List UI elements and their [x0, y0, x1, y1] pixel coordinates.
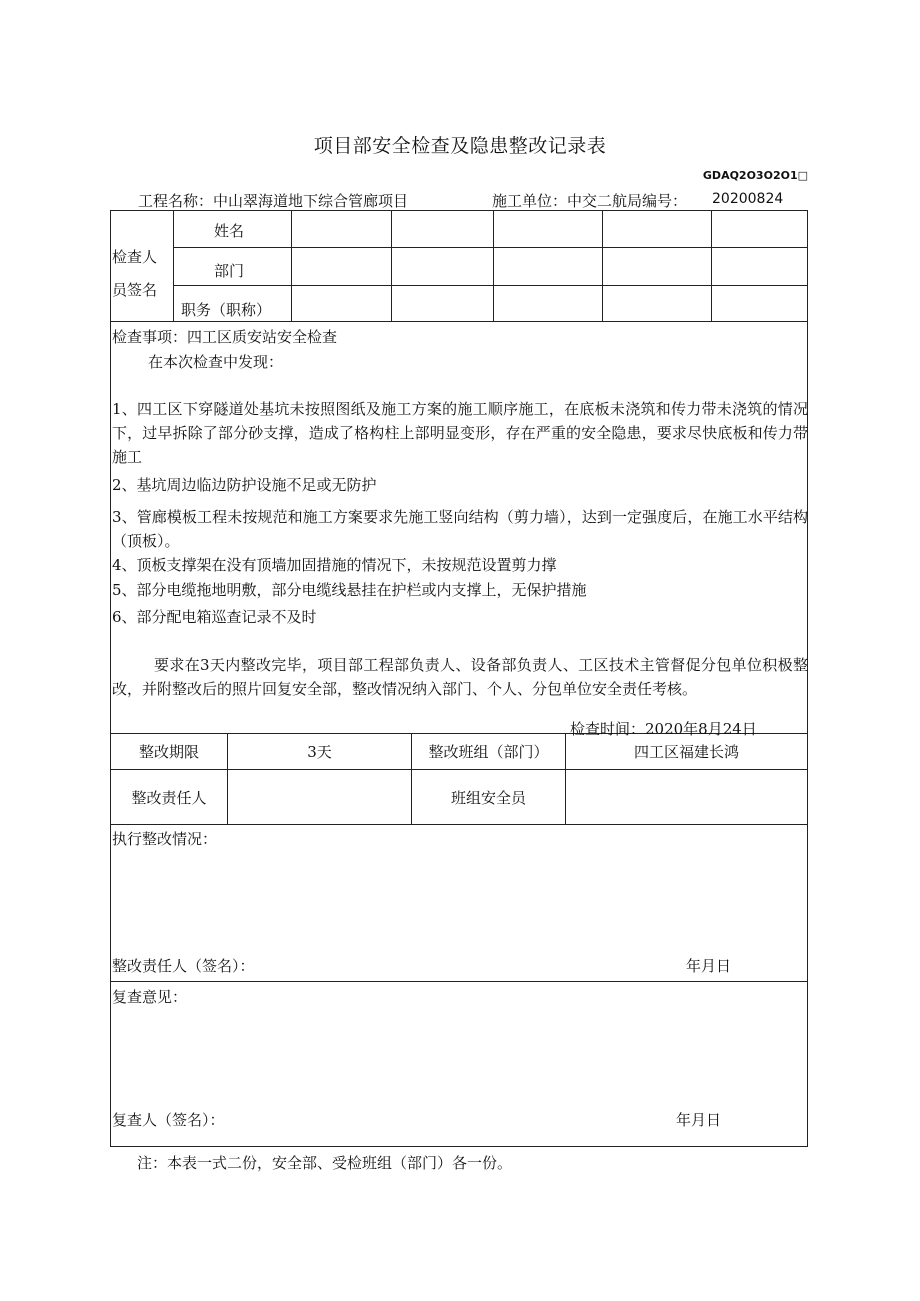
page-title: 项目部安全检查及隐患整改记录表	[313, 135, 607, 157]
deadline-label: 整改期限	[138, 743, 199, 761]
finding-1: 1、四工区下穿隧道处基坑未按照图纸及施工方案的施工顺序施工，在底板未浇筑和传力带未浇筑的情况下，过早拆除了部分砂支撑，造成了格构柱上部明显变形，存在严重的安全隐患，要求尽快底板和传力带施工	[112, 400, 808, 466]
execution-date-label: 年月日	[686, 957, 732, 975]
execution-label: 执行整改情况：	[112, 830, 218, 848]
inspection-item: 检查事项：四工区质安站安全检查	[112, 328, 338, 346]
contractor: 施工单位：中交二航局编号：	[492, 192, 688, 210]
safety-officer-value	[566, 770, 807, 824]
person-value	[228, 770, 411, 824]
safety-officer-label: 班组安全员	[450, 788, 526, 807]
requirement-text: 要求在3天内整改完毕，项目部工程部负责人、设备部负责人、工区技术主管督促分包单位积极整改，并附整改后的照片回复安全部，整改情况纳入部门、个人、分包单位安全责任考核。	[112, 656, 808, 698]
check-time-text: 检查时间：2020年8月24日	[570, 720, 757, 738]
form-code: GDAQ2O3O2O1□	[702, 169, 808, 182]
execution-sign-label: 整改责任人（签名）：	[112, 957, 255, 975]
review-sign-label: 复查人（签名）：	[112, 1111, 225, 1129]
finding-6: 6、部分配电箱巡查记录不及时	[112, 608, 317, 626]
inspector-group-label-1: 检查人	[112, 248, 158, 266]
finding-3: 3、管廊模板工程未按规范和施工方案要求先施工竖向结构（剪力墙），达到一定强度后，在施工水平结构（顶板）。	[112, 508, 808, 550]
finding-4: 4、顶板支撑架在没有顶墙加固措施的情况下，未按规范设置剪力撑	[112, 556, 557, 574]
team-value: 四工区福建长鸿	[633, 743, 739, 761]
inspector-group-label-2: 员签名	[112, 281, 158, 299]
finding-2: 2、基坑周边临边防护设施不足或无防护	[112, 476, 377, 494]
inspector-row-title: 职务（职称）	[181, 301, 272, 319]
team-label: 整改班组（部门）	[428, 743, 549, 761]
serial-number: 20200824	[712, 191, 784, 207]
finding-5: 5、部分电缆拖地明敷，部分电缆线悬挂在护栏或内支撑上，无保护措施	[112, 581, 587, 599]
project-name: 工程名称：中山翠海道地下综合管廊项目	[138, 192, 409, 210]
inspector-row-dept: 部门	[214, 262, 245, 280]
person-label: 整改责任人	[131, 788, 207, 807]
inspector-row-name: 姓名	[214, 222, 245, 240]
deadline-value: 3天	[307, 743, 332, 761]
footer-note: 注：本表一式二份，安全部、受检班组（部门）各一份。	[137, 1154, 513, 1172]
review-date-label: 年月日	[676, 1111, 722, 1129]
found-label: 在本次检查中发现：	[148, 353, 284, 371]
review-label: 复查意见：	[112, 988, 188, 1006]
